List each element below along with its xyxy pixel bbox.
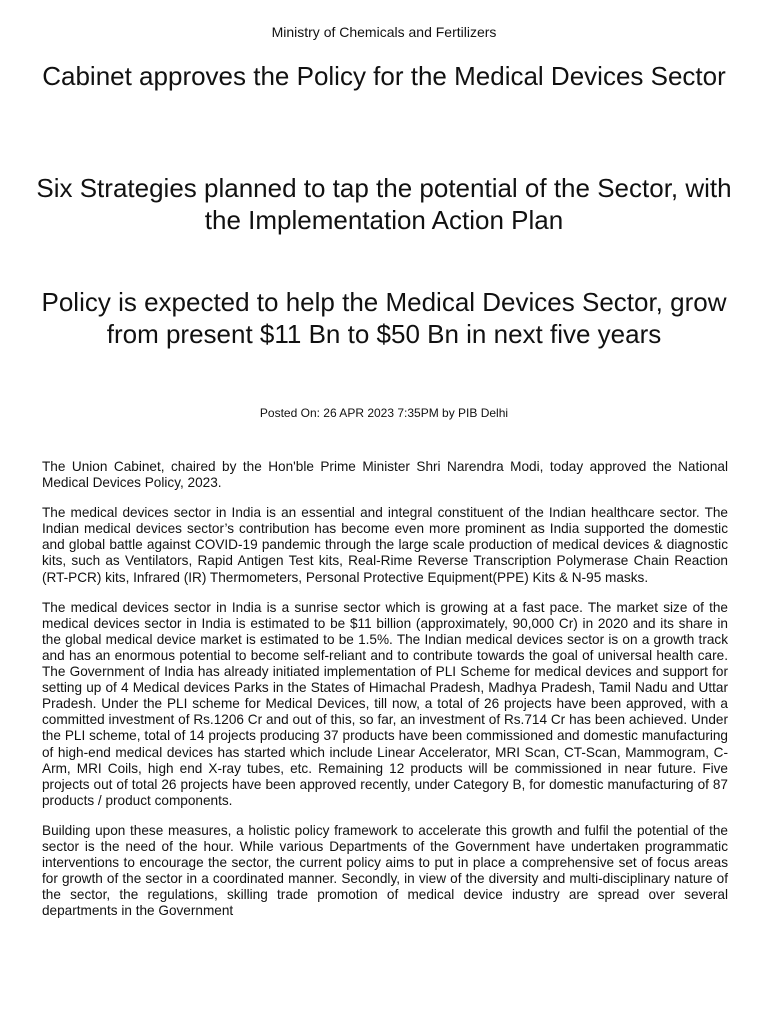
paragraph-market-size: The medical devices sector in India is a sunrise sector which is growing at a fast pace. The market size of the medical devices sector in India is estimated to be $11 billion (approximately, 90,000 Cr) in 2020 and its share in the global medical device market is estimated to be 1.5%. The Indian medical devices sector is on a growth track and has an enormous potential to become self-reliant and to contribute towards the goal of universal health care. The Government of India has already initiated implementation of PLI Scheme for medical devices and support for setting up of 4 Medical devices Parks in the States of Himachal Pradesh, Madhya Pradesh, Tamil Nadu and Uttar Pradesh. Under the PLI scheme for Medical Devices, till now, a total of 26 projects have been approved, with a committed investment of Rs.1206 Cr and out of this, so far, an investment of Rs.714 Cr has been achieved. Under the PLI scheme, total of 14 projects producing 37 products have been commissioned and domestic manufacturing of high-end medical devices has started which include Linear Accelerator, MRI Scan, CT-Scan, Mammogram, C-Arm, MRI Coils, high end X-ray tubes, etc. Remaining 12 products will be commissioned in near future. Five projects out of total 26 projects have been approved recently, under Category B, for domestic manufacturing of 87 products / product components. [42,599,728,808]
paragraph-approval: The Union Cabinet, chaired by the Hon'ble Prime Minister Shri Narendra Modi, today approved the National Medical Devices Policy, 2023. [42,459,728,491]
headline-growth: Policy is expected to help the Medical Devices Sector, grow from present $11 Bn to $50 Bn in next five years [41,287,727,349]
ministry-name: Ministry of Chemicals and Fertilizers [271,24,497,40]
posted-date: Posted On: 26 APR 2023 7:35PM by PIB Delhi [259,406,509,420]
paragraph-sector-overview: The medical devices sector in India is an essential and integral constituent of the Indian healthcare sector. The Indian medical devices sector’s contribution has become even more prominent as India supported the domestic and global battle against COVID-19 pandemic through the large scale production of medical devices & diagnostic kits, such as Ventilators, Rapid Antigen Test kits, Real-Rime Reverse Transcription Polymerase Chain Reaction (RT-PCR) kits, Infrared (IR) Thermometers, Personal Protective Equipment(PPE) Kits & N-95 masks. [42,505,728,585]
paragraph-policy-framework: Building upon these measures, a holistic policy framework to accelerate this growth and fulfil the potential of the sector is the need of the hour. While various Departments of the Government have undertaken programmatic interventions to encourage the sector, the current policy aims to put in place a comprehensive set of focus areas for growth of the sector in a coordinated manner. Secondly, in view of the diversity and multi-disciplinary nature of the sector, the regulations, skilling trade promotion of medical device industry are spread over several departments in the Government [42,822,728,919]
article-body [42,459,728,933]
headline-strategies: Six Strategies planned to tap the potential of the Sector, with the Implementation Action Plan [36,173,732,235]
headline-primary: Cabinet approves the Policy for the Medical Devices Sector [42,61,726,91]
